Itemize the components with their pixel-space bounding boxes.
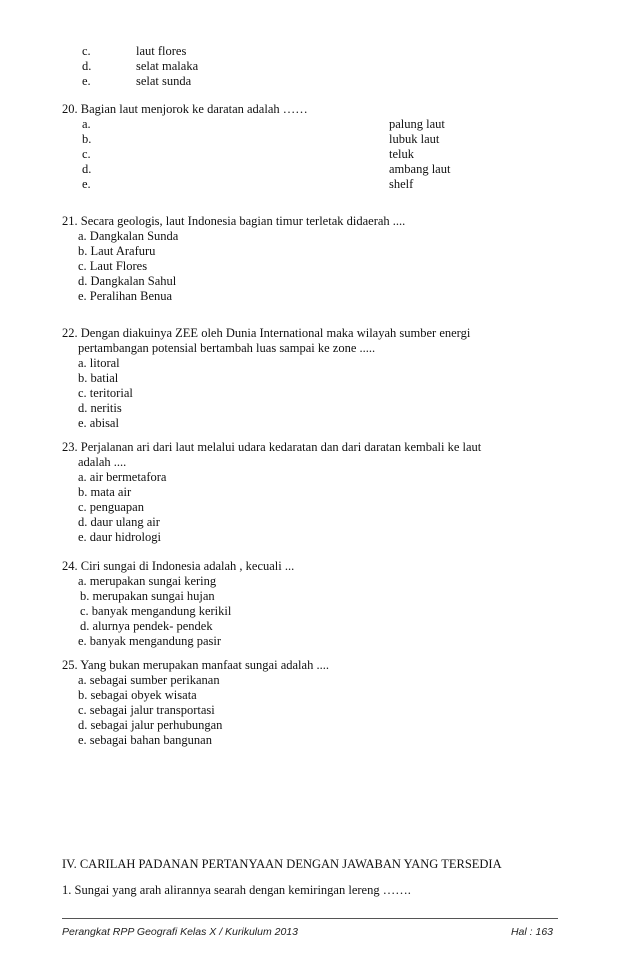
option-item: d. sebagai jalur perhubungan	[78, 718, 223, 732]
option-item: b. Laut Arafuru	[78, 244, 156, 258]
option-item: b. merupakan sungai hujan	[80, 589, 215, 603]
option-text: laut flores	[136, 44, 187, 58]
option-item: a. sebagai sumber perikanan	[78, 673, 220, 687]
option-item: d. alurnya pendek- pendek	[80, 619, 213, 633]
question-stem: 25. Yang bukan merupakan manfaat sungai adalah ....	[62, 658, 329, 672]
option-item: d. daur ulang air	[78, 515, 160, 529]
option-text: selat malaka	[136, 59, 199, 73]
question-stem: 1. Sungai yang arah alirannya searah dengan kemiringan lereng …….	[62, 883, 411, 897]
page-number: Hal : 163	[510, 926, 553, 938]
option-item: d. Dangkalan Sahul	[78, 274, 177, 288]
option-letter: c.	[82, 44, 91, 58]
option-item: e. abisal	[78, 416, 119, 430]
option-text: teluk	[389, 147, 414, 161]
option-text: selat sunda	[136, 74, 192, 88]
question-stem: 22. Dengan diakuinya ZEE oleh Dunia International maka wilayah sumber energi	[62, 326, 471, 340]
question-stem-continued: pertambangan potensial bertambah luas sampai ke zone .....	[78, 341, 376, 355]
option-text: ambang laut	[389, 162, 451, 176]
option-text: shelf	[389, 177, 414, 191]
option-item: e. sebagai bahan bangunan	[78, 733, 212, 747]
option-item: a. air bermetafora	[78, 470, 167, 484]
footer-title: Perangkat RPP Geografi Kelas X / Kurikulum 2013	[62, 926, 298, 938]
option-item: b. batial	[78, 371, 119, 385]
option-text: palung laut	[389, 117, 445, 131]
option-item: e. daur hidrologi	[78, 530, 161, 544]
option-letter: c.	[82, 147, 91, 161]
option-item: c. teritorial	[78, 386, 133, 400]
section-heading: IV. CARILAH PADANAN PERTANYAAN DENGAN JAWABAN YANG TERSEDIA	[62, 857, 502, 871]
option-letter: b.	[82, 132, 92, 146]
option-text: lubuk laut	[389, 132, 440, 146]
question-stem-continued: adalah ....	[78, 455, 127, 469]
option-item: a. merupakan sungai kering	[78, 574, 217, 588]
option-letter: e.	[82, 74, 91, 88]
option-item: c. sebagai jalur transportasi	[78, 703, 215, 717]
option-letter: e.	[82, 177, 91, 191]
question-stem: 24. Ciri sungai di Indonesia adalah , kecuali ...	[62, 559, 295, 573]
option-item: a. litoral	[78, 356, 120, 370]
option-letter: a.	[82, 117, 91, 131]
option-item: e. banyak mengandung pasir	[78, 634, 222, 648]
option-item: e. Peralihan Benua	[78, 289, 173, 303]
option-item: a. Dangkalan Sunda	[78, 229, 179, 243]
option-item: b. mata air	[78, 485, 132, 499]
option-item: c. banyak mengandung kerikil	[80, 604, 232, 618]
question-stem: 20. Bagian laut menjorok ke daratan adalah ……	[62, 102, 308, 116]
option-letter: d.	[82, 162, 92, 176]
option-item: b. sebagai obyek wisata	[78, 688, 197, 702]
option-item: d. neritis	[78, 401, 122, 415]
option-letter: d.	[82, 59, 92, 73]
question-stem: 21. Secara geologis, laut Indonesia bagian timur terletak didaerah ....	[62, 214, 406, 228]
option-item: c. penguapan	[78, 500, 144, 514]
option-item: c. Laut Flores	[78, 259, 148, 273]
footer-divider	[62, 918, 558, 919]
question-stem: 23. Perjalanan ari dari laut melalui udara kedaratan dan dari daratan kembali ke laut	[62, 440, 482, 454]
